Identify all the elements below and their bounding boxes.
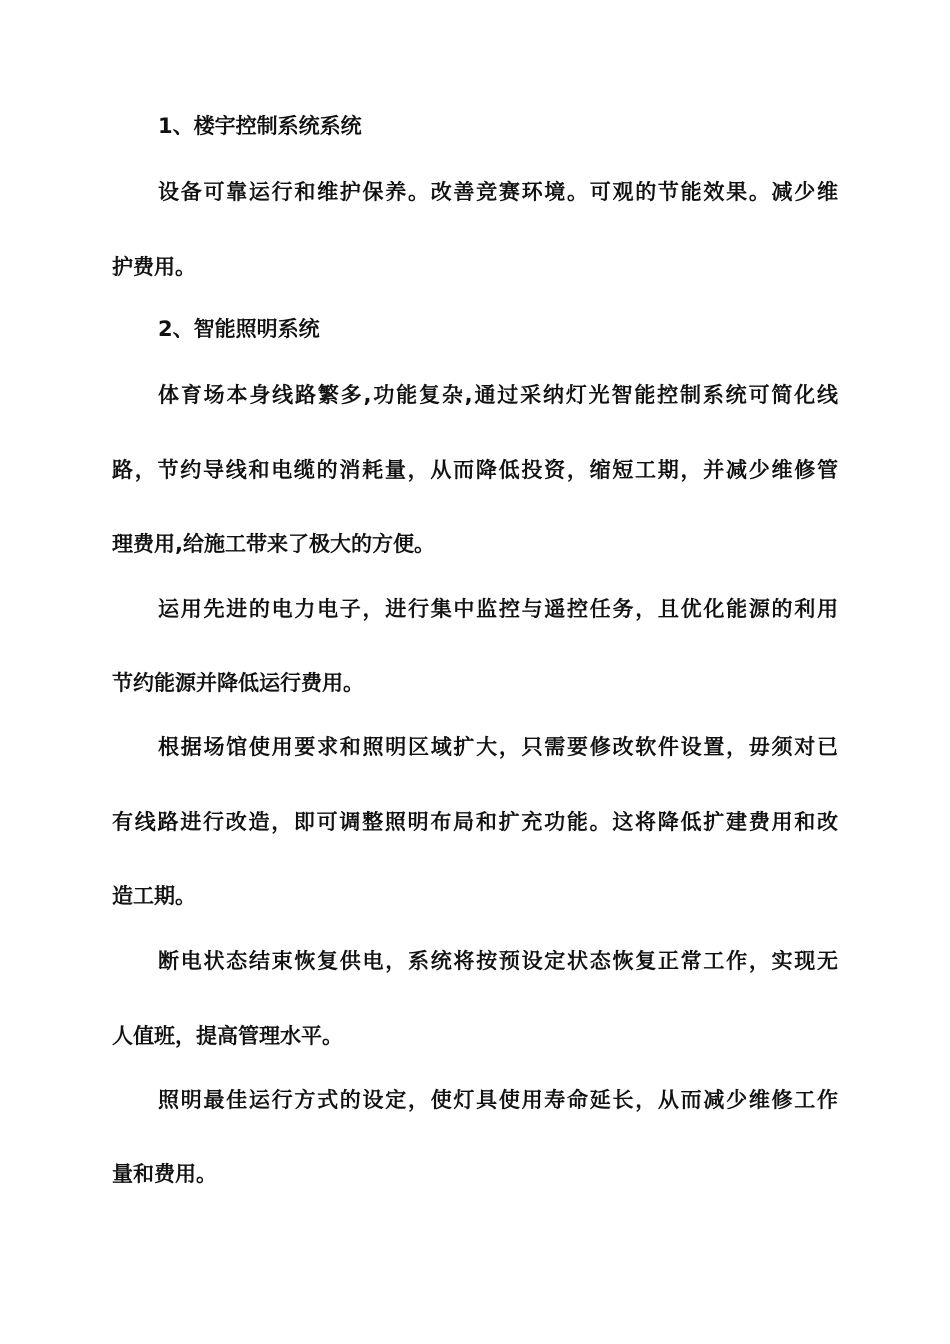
paragraph-line: 节约能源并降低运行费用。 bbox=[112, 671, 364, 695]
paragraph-line: 根据场馆使用要求和照明区域扩大，只需要修改软件设置，毋须对已 bbox=[158, 735, 838, 759]
paragraph-line: 体育场本身线路繁多,功能复杂,通过采纳灯光智能控制系统可简化线 bbox=[158, 383, 838, 407]
paragraph-line: 造工期。 bbox=[112, 884, 196, 908]
paragraph-line: 有线路进行改造，即可调整照明布局和扩充功能。这将降低扩建费用和改 bbox=[112, 810, 838, 834]
paragraph-line: 理费用,给施工带来了极大的方便。 bbox=[112, 532, 435, 556]
heading-building-control: 1、楼宇控制系统系统 bbox=[158, 114, 362, 138]
paragraph-line: 人值班，提高管理水平。 bbox=[112, 1024, 343, 1048]
paragraph-line: 量和费用。 bbox=[112, 1162, 217, 1186]
paragraph-line: 照明最佳运行方式的设定，使灯具使用寿命延长，从而减少维修工作 bbox=[158, 1088, 838, 1112]
paragraph-line: 护费用。 bbox=[112, 255, 196, 279]
paragraph-line: 路，节约导线和电缆的消耗量，从而降低投资，缩短工期，并减少维修管 bbox=[112, 458, 838, 482]
paragraph-line: 断电状态结束恢复供电，系统将按预设定状态恢复正常工作，实现无 bbox=[158, 949, 838, 973]
heading-smart-lighting: 2、智能照明系统 bbox=[158, 317, 320, 341]
paragraph-line: 运用先进的电力电子，进行集中监控与遥控任务，且优化能源的利用 bbox=[158, 597, 838, 621]
paragraph-line: 设备可靠运行和维护保养。改善竞赛环境。可观的节能效果。减少维 bbox=[158, 180, 838, 204]
